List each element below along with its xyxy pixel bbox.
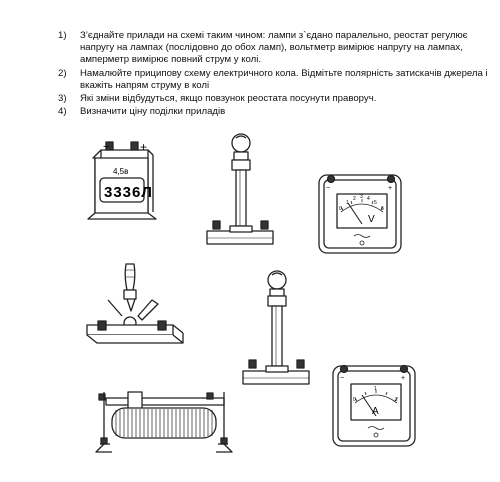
voltmeter-plus-sign: + bbox=[388, 185, 393, 192]
battery-minus-sign: − bbox=[103, 141, 110, 153]
battery-plus-sign: + bbox=[140, 140, 148, 154]
voltmeter-scale-2: 2 bbox=[353, 196, 356, 202]
ammeter-terminal-plus bbox=[401, 366, 408, 373]
battery-voltage: 4,5в bbox=[113, 167, 129, 176]
knife-switch bbox=[87, 264, 183, 343]
ammeter-scale-1: 1 bbox=[374, 386, 377, 392]
voltmeter-scale-1: 1 bbox=[346, 200, 349, 206]
task-number: 2) bbox=[58, 67, 67, 79]
task-text: Намалюйте приципову схему електричного кола. Відмітьте полярність затискачів джерела і вкажіть напрям струму в колі bbox=[80, 67, 488, 91]
ammeter-terminal-minus bbox=[341, 366, 348, 373]
battery-model: 3336Л bbox=[104, 184, 153, 201]
lamp-1 bbox=[207, 134, 273, 244]
voltmeter-scale-3: 3 bbox=[360, 194, 363, 200]
task-text: З’єднайте прилади на схемі таким чином: лампи з`єдано паралельно, реостат регулює напругу на лампах (послідовно до обох ламп), вольтметр вимірює напругу на лампах, амперметр вимірює повний струм у колі. bbox=[80, 30, 468, 66]
ammeter-plus-sign: + bbox=[401, 375, 406, 382]
ammeter-unit: A bbox=[372, 406, 379, 417]
voltmeter-scale-5: 5 bbox=[374, 200, 377, 206]
lamp-2-terminal-left bbox=[249, 360, 256, 368]
voltmeter-scale-0: 0 bbox=[339, 206, 342, 212]
lamp-1-terminal-left bbox=[213, 221, 220, 229]
rheostat-slider-rod bbox=[106, 398, 224, 405]
task-number: 3) bbox=[58, 93, 67, 105]
switch-terminal-left bbox=[98, 321, 106, 330]
voltmeter-scale-4: 4 bbox=[367, 196, 370, 202]
voltmeter-unit: V bbox=[368, 214, 375, 225]
task-text: Які зміни відбудуться, якщо повзунок реостата посунути праворуч. bbox=[80, 93, 377, 105]
voltmeter-terminal-plus bbox=[388, 176, 395, 183]
task-text: Визначити ціну поділки приладів bbox=[80, 106, 226, 118]
terminal-plus bbox=[131, 142, 138, 150]
ammeter-scale-2: 2 bbox=[395, 397, 398, 403]
ammeter-scale-0: 0 bbox=[353, 397, 356, 403]
lamp-1-terminal-right bbox=[261, 221, 268, 229]
task-number: 1) bbox=[58, 30, 67, 41]
voltmeter-minus-sign: − bbox=[326, 185, 331, 192]
switch-terminal-right bbox=[158, 321, 166, 330]
lamp-2 bbox=[243, 271, 309, 384]
task-number: 4) bbox=[58, 106, 67, 118]
rheostat bbox=[96, 392, 232, 452]
lamp-2-terminal-right bbox=[297, 360, 304, 368]
voltmeter-terminal-minus bbox=[328, 176, 335, 183]
ammeter-minus-sign: − bbox=[340, 375, 345, 382]
voltmeter-scale-6: 6 bbox=[381, 206, 384, 212]
